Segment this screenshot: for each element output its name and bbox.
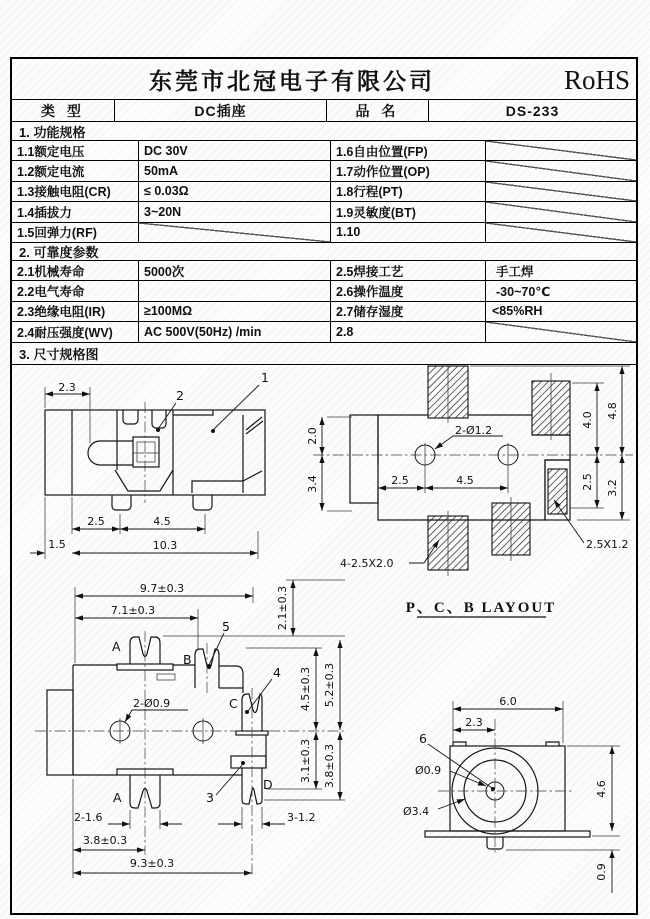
dim-4-6: 4.6 xyxy=(595,779,608,798)
part-label-4: 4 xyxy=(273,664,281,680)
name-value: DS-233 xyxy=(505,102,560,119)
part-label-5: 5 xyxy=(222,618,230,634)
pad-size-note: 4-2.5X2.0 xyxy=(340,556,394,570)
dim-b38: 3.8±0.3 xyxy=(82,833,128,847)
barrel-dia-callout: Ø3.4 xyxy=(403,804,430,818)
param-value: ≥100MΩ xyxy=(139,302,331,321)
param-label: 1.3接触电阻(CR) xyxy=(12,182,139,201)
param-label: 1.8行程(PT) xyxy=(331,182,486,201)
param-label: 2.5焊接工艺 xyxy=(331,261,486,280)
table-row xyxy=(12,261,636,281)
dim-2-5b: 2.5 xyxy=(581,472,594,491)
param-label: 1.6自由位置(FP) xyxy=(331,141,486,160)
dim-pin-d: 3-1.2 xyxy=(287,810,316,824)
part-label-1: 1 xyxy=(261,369,269,385)
param-label: 1.5回弹力(RF) xyxy=(12,223,139,242)
section-2-header xyxy=(12,243,636,261)
hole-dia-callout: Ø0.9 xyxy=(415,763,442,777)
type-value: DC插座 xyxy=(115,100,327,121)
param-value-empty xyxy=(486,223,636,242)
section-2-title: 2. 可靠度参数 xyxy=(19,244,99,260)
param-label: 1.10 xyxy=(331,223,486,242)
dim-pitch-left: 2.5 xyxy=(391,473,409,487)
section-1-title: 1. 功能规格 xyxy=(19,124,86,140)
table-row xyxy=(12,202,636,222)
param-label: 1.7动作位置(OP) xyxy=(331,161,486,180)
dim-pitch-right: 4.5 xyxy=(456,473,474,487)
part-label-3: 3 xyxy=(206,789,214,805)
hole-callout: 2-Ø0.9 xyxy=(133,696,171,710)
drawings-svg xyxy=(12,365,636,916)
dim-3-4: 3.4 xyxy=(306,474,319,493)
param-label: 2.8 xyxy=(331,322,486,341)
dim-3-1: 3.1±0.3 xyxy=(299,738,312,783)
param-label: 1.9灵敏度(BT) xyxy=(331,202,486,221)
param-value-empty xyxy=(139,281,331,300)
solder-pad xyxy=(548,469,567,514)
param-value: 50mA xyxy=(139,161,331,180)
table-row xyxy=(12,302,636,322)
dim-1-5: 1.5 xyxy=(48,537,66,551)
sheet-frame xyxy=(10,57,638,915)
dim-4-0: 4.0 xyxy=(581,410,594,429)
hole-callout: 2-Ø1.2 xyxy=(455,423,493,437)
param-label: 2.2电气寿命 xyxy=(12,281,139,300)
dim-2-0: 2.0 xyxy=(306,426,319,445)
pad-size-note-2: 2.5X1.2 xyxy=(586,537,629,551)
param-value: DC 30V xyxy=(139,141,331,160)
part-label-2: 2 xyxy=(176,387,184,403)
pcb-layout-title: P、C、B LAYOUT xyxy=(405,599,557,616)
table-row xyxy=(12,161,636,181)
dim-7-1: 7.1±0.3 xyxy=(110,603,156,617)
dim-6-0: 6.0 xyxy=(499,694,517,708)
param-value-empty xyxy=(486,141,636,160)
param-label: 2.6操作温度 xyxy=(331,281,486,300)
section-3-header xyxy=(12,343,636,365)
section-1-header xyxy=(12,122,636,141)
dim-pin-a: 2-1.6 xyxy=(74,810,103,824)
param-value-empty xyxy=(486,161,636,180)
dimension-drawings xyxy=(12,365,636,913)
company-name: 东莞市北冠电子有限公司 xyxy=(149,68,435,94)
param-value-empty xyxy=(486,202,636,221)
param-value: ≤ 0.03Ω xyxy=(139,182,331,201)
param-label: 2.7储存湿度 xyxy=(331,302,486,321)
param-value: 3~20N xyxy=(139,202,331,221)
part-label-6: 6 xyxy=(419,730,427,746)
type-label: 类 型 xyxy=(12,100,115,121)
table-row xyxy=(12,182,636,202)
name-label: 品 名 xyxy=(327,100,429,121)
param-value: 5000次 xyxy=(139,261,331,280)
param-label: 1.1额定电压 xyxy=(12,141,139,160)
param-value-empty xyxy=(486,322,636,341)
dim-4-8: 4.8 xyxy=(606,401,619,420)
title-row xyxy=(12,59,636,100)
param-value: 手工焊 xyxy=(496,264,534,279)
pin-label-a: A xyxy=(112,638,121,654)
dim-0-9: 0.9 xyxy=(595,862,608,881)
param-value-empty xyxy=(139,223,331,242)
dim-3-8: 3.8±0.3 xyxy=(323,743,336,788)
dim-3-2: 3.2 xyxy=(606,478,619,497)
param-label: 1.2额定电流 xyxy=(12,161,139,180)
param-value-empty xyxy=(486,182,636,201)
dim-9-7: 9.7±0.3 xyxy=(139,581,185,595)
param-value: -30~70℃ xyxy=(496,284,551,299)
dim-2-3: 2.3 xyxy=(465,715,483,729)
param-label: 2.4耐压强度(WV) xyxy=(12,322,139,341)
dim-4-5: 4.5 xyxy=(153,514,171,528)
pcb-layout-drawing xyxy=(403,600,620,893)
product-row xyxy=(12,100,636,122)
dim-2-1: 2.1±0.3 xyxy=(276,585,289,630)
pin-label-d: D xyxy=(263,776,273,792)
dim-4-5: 4.5±0.3 xyxy=(299,666,312,711)
front-view-drawing xyxy=(35,580,345,878)
param-label: 1.4插拔力 xyxy=(12,202,139,221)
dim-10-3: 10.3 xyxy=(152,538,178,552)
param-label: 2.3绝缘电阻(IR) xyxy=(12,302,139,321)
rohs-mark: RoHS xyxy=(563,64,630,95)
dim-2-3: 2.3 xyxy=(58,380,76,394)
table-row xyxy=(12,223,636,243)
pin-label-b: B xyxy=(183,651,192,667)
section-3-title: 3. 尺寸规格图 xyxy=(19,346,99,362)
footprint-drawing xyxy=(306,365,633,576)
side-view-drawing xyxy=(30,370,269,559)
table-row xyxy=(12,281,636,301)
table-row xyxy=(12,322,636,342)
table-row xyxy=(12,141,636,161)
dim-2-5: 2.5 xyxy=(87,514,105,528)
pin-label-c: C xyxy=(229,695,238,711)
param-value: AC 500V(50Hz) /min xyxy=(139,322,331,341)
param-value: <85%RH xyxy=(492,304,543,319)
pin-label-a2: A xyxy=(113,789,122,805)
dim-b93: 9.3±0.3 xyxy=(129,856,175,870)
param-label: 2.1机械寿命 xyxy=(12,261,139,280)
dim-5-2: 5.2±0.3 xyxy=(323,662,336,707)
